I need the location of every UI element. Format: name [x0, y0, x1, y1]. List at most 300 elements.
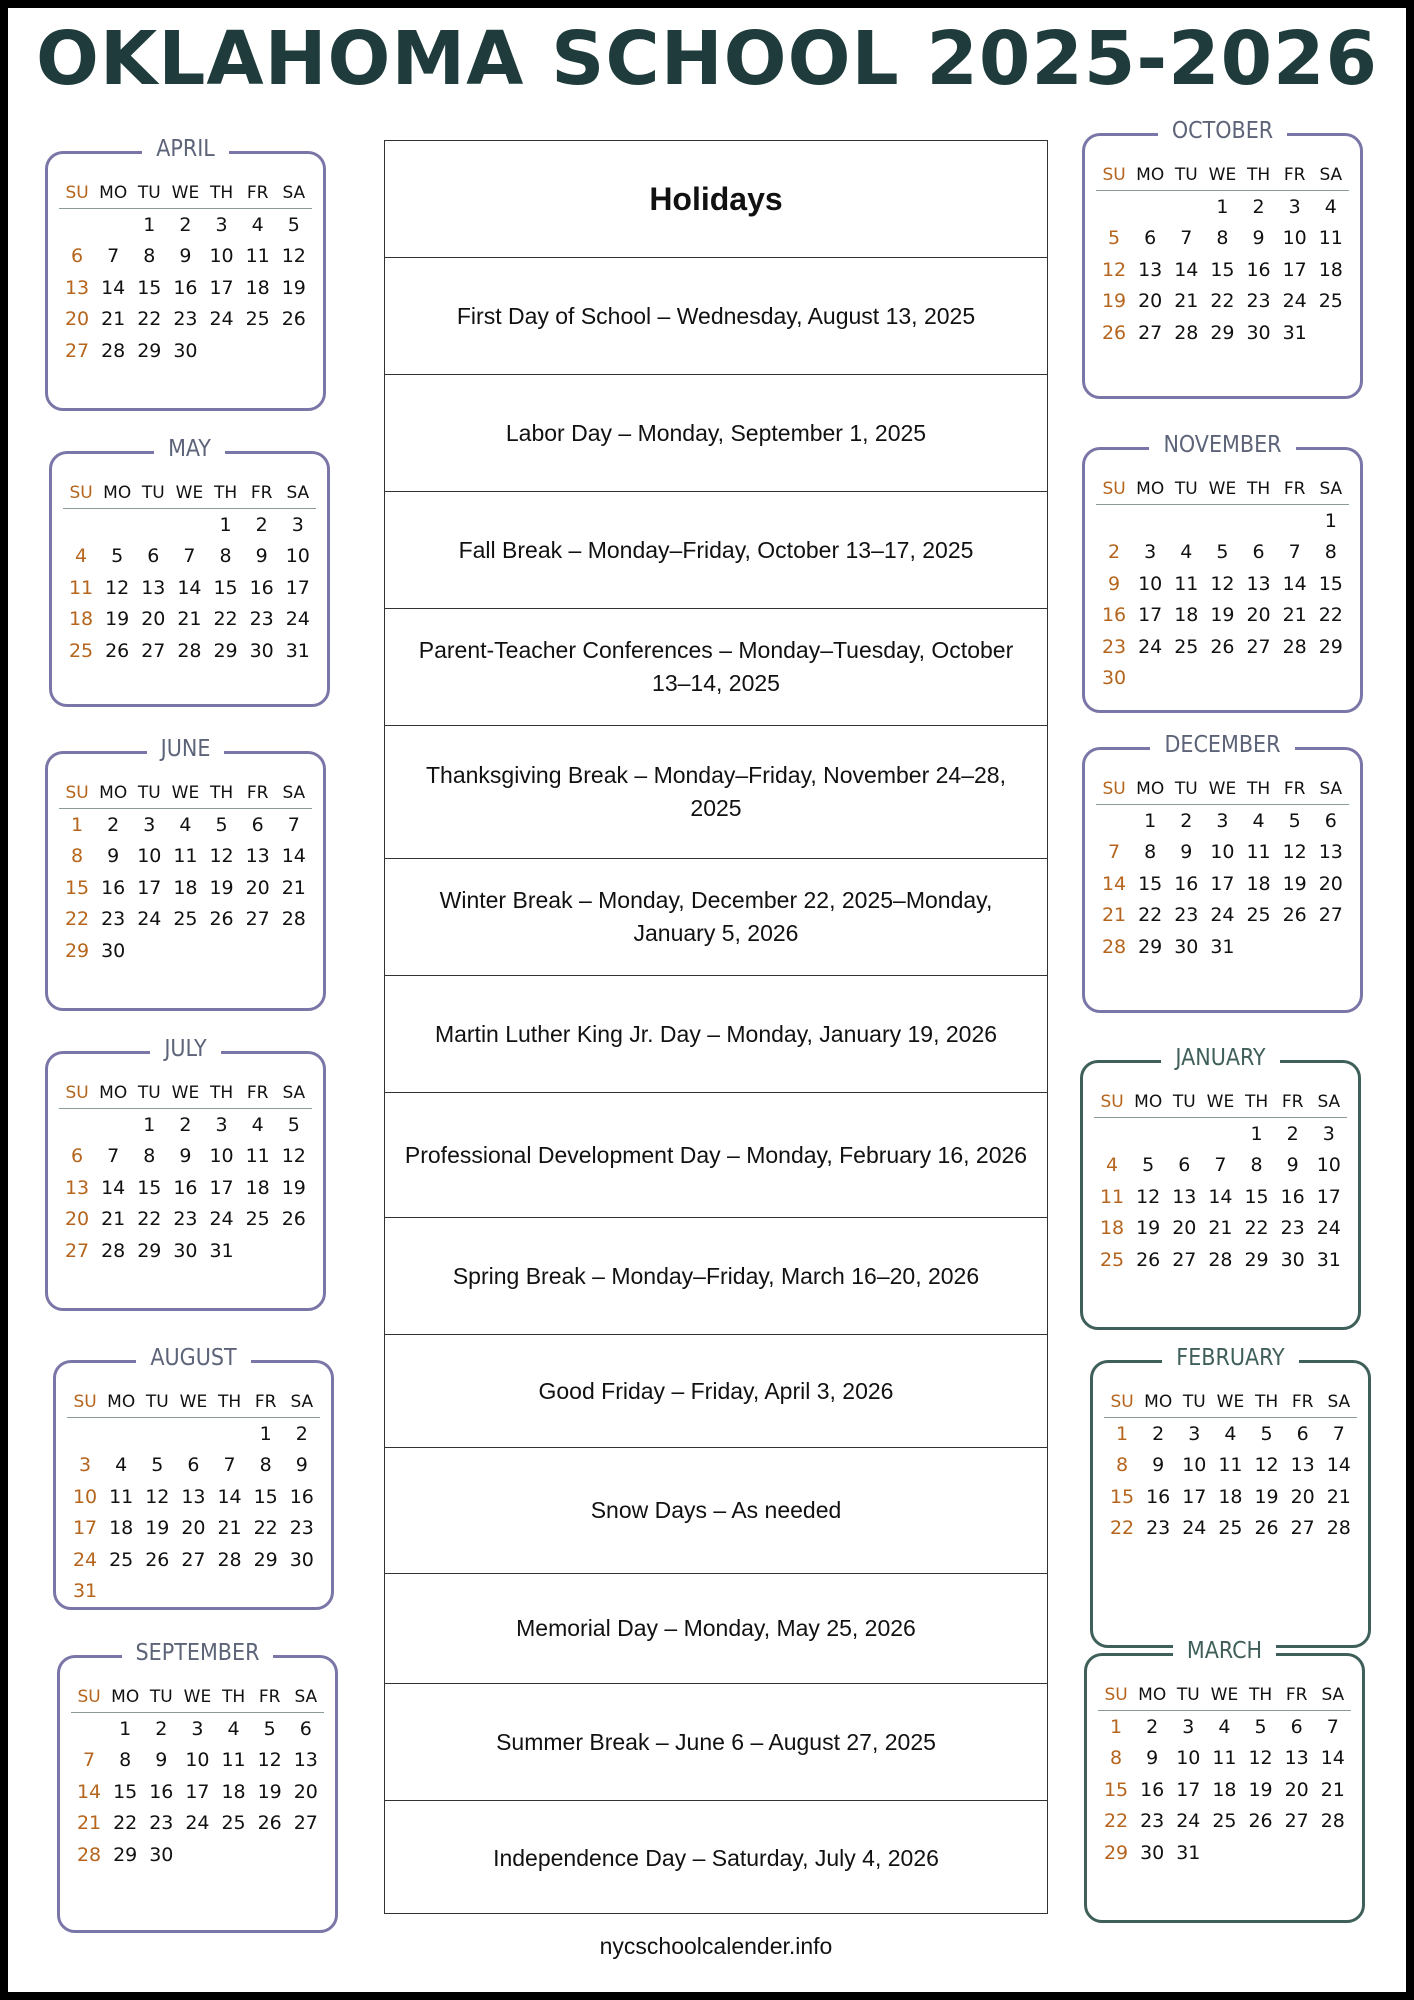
day-cell: 27	[1290, 1517, 1315, 1540]
day-cell: 1	[1250, 1122, 1263, 1145]
weekday-label: WE	[1210, 1685, 1239, 1705]
day-cell: 6	[299, 1717, 312, 1740]
weekday-label: FR	[1291, 1392, 1314, 1412]
day-cell: 26	[105, 639, 130, 662]
day-cell: 8	[1110, 1747, 1123, 1770]
weekday-label: TH	[213, 483, 238, 503]
day-cell: 8	[1144, 841, 1157, 864]
weekday-label: FR	[1281, 1092, 1304, 1112]
day-cell: 11	[1218, 1454, 1243, 1477]
day-cell: 7	[1108, 841, 1121, 864]
weekday-label: FR	[246, 783, 269, 803]
day-cell: 24	[209, 1208, 234, 1231]
day-cell: 2	[1180, 809, 1193, 832]
day-cell: 16	[173, 276, 198, 299]
holiday-row: Snow Days – As needed	[385, 1448, 1047, 1574]
weekday-label: TU	[1176, 1685, 1200, 1705]
weekday-label: SU	[73, 1392, 97, 1412]
holiday-row: Memorial Day – Monday, May 25, 2026	[385, 1574, 1047, 1684]
weekday-label: TH	[1246, 479, 1271, 499]
day-cell: 25	[1099, 1248, 1125, 1271]
day-cell: 13	[245, 845, 270, 868]
weekday-label: TU	[137, 183, 161, 203]
day-cell: 7	[1180, 227, 1193, 250]
day-cell: 8	[1216, 227, 1229, 250]
weekday-label: TU	[145, 1392, 169, 1412]
day-cell: 13	[1284, 1747, 1309, 1770]
day-cell: 26	[209, 908, 234, 931]
day-cell: 9	[1152, 1454, 1165, 1477]
day-cell: 2	[1108, 541, 1121, 564]
day-cell: 17	[209, 276, 234, 299]
day-cell: 21	[1320, 1778, 1345, 1801]
day-cell: 28	[1326, 1517, 1351, 1540]
holiday-row: Martin Luther King Jr. Day – Monday, January 19, 2026	[385, 976, 1047, 1093]
day-cell: 29	[1318, 635, 1343, 658]
day-cell: 2	[1146, 1715, 1159, 1738]
day-cell: 30	[1280, 1248, 1305, 1271]
day-cell: 6	[1178, 1154, 1191, 1177]
day-cell: 24	[1138, 635, 1163, 658]
weekday-label: SU	[1104, 1685, 1128, 1705]
day-cell: 7	[1288, 541, 1301, 564]
day-cell: 11	[245, 1145, 270, 1168]
month-calendar-september	[57, 1640, 338, 1933]
weekday-label: WE	[1208, 779, 1237, 799]
day-cell: 10	[209, 1145, 234, 1168]
day-cell: 7	[107, 1145, 120, 1168]
day-cell: 30	[1101, 667, 1127, 690]
holiday-row: Fall Break – Monday–Friday, October 13–17, 2025	[385, 492, 1047, 609]
day-cell: 25	[1212, 1810, 1237, 1833]
day-cell: 10	[185, 1749, 210, 1772]
day-cell: 21	[1326, 1485, 1351, 1508]
weekday-label: SA	[1327, 1392, 1351, 1412]
day-cell: 22	[113, 1812, 138, 1835]
day-cell: 21	[76, 1812, 102, 1835]
day-cell: 13	[1172, 1185, 1197, 1208]
day-cell: 23	[1140, 1810, 1165, 1833]
day-cell: 6	[71, 1145, 84, 1168]
day-cell: 23	[1246, 290, 1271, 313]
weekday-label: MO	[1134, 1092, 1163, 1112]
weekday-label: SA	[282, 1083, 306, 1103]
day-cell: 4	[1180, 541, 1193, 564]
day-cell: 10	[72, 1485, 98, 1508]
weekday-label: SU	[65, 183, 89, 203]
day-cell: 23	[173, 308, 198, 331]
day-cell: 17	[1138, 604, 1163, 627]
month-name: DECEMBER	[1150, 732, 1294, 758]
weekday-label: MO	[111, 1687, 140, 1707]
day-cell: 22	[1318, 604, 1343, 627]
day-cell: 5	[215, 813, 228, 836]
weekday-label: SA	[282, 183, 306, 203]
weekday-label: WE	[183, 1687, 212, 1707]
day-cell: 26	[1136, 1248, 1161, 1271]
weekday-label: SA	[1317, 1092, 1341, 1112]
day-cell: 26	[1248, 1810, 1273, 1833]
day-cell: 22	[253, 1517, 278, 1540]
weekday-label: SA	[1319, 479, 1343, 499]
day-cell: 5	[1260, 1422, 1273, 1445]
day-cell: 8	[119, 1749, 132, 1772]
day-cell: 18	[245, 276, 270, 299]
day-cell: 8	[1324, 541, 1337, 564]
day-cell: 31	[1282, 321, 1307, 344]
day-cell: 25	[245, 308, 270, 331]
day-cell: 21	[101, 1208, 126, 1231]
weekday-label: TH	[1246, 779, 1271, 799]
weekday-label: MO	[1136, 479, 1165, 499]
month-calendar-october	[1082, 118, 1363, 399]
day-cell: 7	[1332, 1422, 1345, 1445]
day-cell: 1	[119, 1717, 132, 1740]
weekday-label: SA	[294, 1687, 318, 1707]
day-cell: 25	[1246, 904, 1271, 927]
day-cell: 4	[115, 1454, 128, 1477]
day-cell: 18	[1099, 1217, 1125, 1240]
day-cell: 24	[72, 1548, 98, 1571]
weekday-label: TU	[149, 1687, 173, 1707]
day-cell: 13	[1138, 258, 1163, 281]
weekday-label: TU	[1182, 1392, 1206, 1412]
day-cell: 24	[1282, 290, 1307, 313]
weekday-label: SA	[286, 483, 310, 503]
day-cell: 27	[181, 1548, 206, 1571]
day-cell: 23	[1280, 1217, 1305, 1240]
day-cell: 5	[263, 1717, 276, 1740]
month-calendar-february	[1090, 1345, 1371, 1648]
holiday-row: Winter Break – Monday, December 22, 2025–Monday, January 5, 2026	[385, 859, 1047, 976]
day-cell: 12	[209, 845, 234, 868]
day-cell: 14	[281, 845, 306, 868]
weekday-label: SA	[290, 1392, 314, 1412]
day-cell: 9	[155, 1749, 168, 1772]
day-cell: 26	[1282, 904, 1307, 927]
weekday-label: FR	[1283, 779, 1306, 799]
day-cell: 26	[281, 308, 306, 331]
day-cell: 26	[257, 1812, 282, 1835]
day-cell: 1	[1116, 1422, 1129, 1445]
day-cell: 20	[64, 308, 90, 331]
day-cell: 12	[145, 1485, 170, 1508]
day-cell: 4	[251, 1113, 264, 1136]
day-cell: 9	[295, 1454, 308, 1477]
day-cell: 10	[1210, 841, 1235, 864]
weekday-label: FR	[1283, 479, 1306, 499]
day-cell: 16	[149, 1780, 174, 1803]
day-cell: 6	[1290, 1715, 1303, 1738]
day-cell: 3	[143, 813, 156, 836]
day-cell: 9	[1146, 1747, 1159, 1770]
weekday-label: MO	[1144, 1392, 1173, 1412]
day-cell: 26	[1254, 1517, 1279, 1540]
day-cell: 25	[1218, 1517, 1243, 1540]
day-cell: 20	[245, 876, 270, 899]
weekday-label: TH	[1244, 1092, 1269, 1112]
holiday-row: Thanksgiving Break – Monday–Friday, November 24–28, 2025	[385, 726, 1047, 859]
day-cell: 27	[64, 339, 90, 362]
month-name: JUNE	[147, 736, 225, 762]
day-cell: 19	[257, 1780, 282, 1803]
day-cell: 11	[1174, 572, 1199, 595]
day-cell: 17	[1176, 1778, 1201, 1801]
day-cell: 11	[1318, 227, 1343, 250]
day-cell: 24	[1182, 1517, 1207, 1540]
day-cell: 4	[1218, 1715, 1231, 1738]
day-cell: 15	[1138, 872, 1163, 895]
day-cell: 14	[1208, 1185, 1233, 1208]
day-cell: 10	[209, 245, 234, 268]
day-cell: 16	[1280, 1185, 1305, 1208]
day-cell: 15	[113, 1780, 138, 1803]
day-cell: 6	[147, 545, 160, 568]
day-cell: 17	[185, 1780, 210, 1803]
day-cell: 30	[173, 339, 198, 362]
month-calendar-july	[45, 1036, 326, 1311]
holidays-table	[384, 140, 1048, 1914]
day-cell: 3	[215, 213, 228, 236]
holiday-row: Professional Development Day – Monday, February 16, 2026	[385, 1093, 1047, 1218]
day-cell: 26	[1101, 321, 1127, 344]
weekday-label: TU	[1174, 165, 1198, 185]
day-cell: 3	[1144, 541, 1157, 564]
day-cell: 12	[1282, 841, 1307, 864]
weekday-label: SU	[65, 783, 89, 803]
weekday-label: MO	[107, 1392, 136, 1412]
day-cell: 16	[1246, 258, 1271, 281]
day-cell: 17	[1210, 872, 1235, 895]
day-cell: 1	[1110, 1715, 1123, 1738]
day-cell: 15	[137, 276, 162, 299]
day-cell: 6	[71, 245, 84, 268]
day-cell: 22	[137, 308, 162, 331]
day-cell: 14	[1101, 872, 1127, 895]
day-cell: 2	[295, 1422, 308, 1445]
month-calendar-december	[1082, 732, 1363, 1013]
day-cell: 15	[1103, 1778, 1129, 1801]
day-cell: 23	[1101, 635, 1127, 658]
day-cell: 9	[179, 1145, 192, 1168]
day-cell: 14	[76, 1780, 102, 1803]
day-cell: 10	[1316, 1154, 1341, 1177]
day-cell: 31	[285, 639, 310, 662]
weekday-label: TH	[221, 1687, 246, 1707]
weekday-label: MO	[1138, 1685, 1167, 1705]
day-cell: 17	[1282, 258, 1307, 281]
day-cell: 1	[1144, 809, 1157, 832]
day-cell: 21	[1101, 904, 1127, 927]
page-title: OKLAHOMA SCHOOL 2025-2026	[35, 16, 1379, 102]
day-cell: 18	[221, 1780, 246, 1803]
day-cell: 2	[1152, 1422, 1165, 1445]
day-cell: 5	[111, 545, 124, 568]
day-cell: 13	[64, 1176, 90, 1199]
month-calendar-november	[1082, 432, 1363, 713]
day-cell: 17	[1316, 1185, 1341, 1208]
day-cell: 19	[1282, 872, 1307, 895]
day-cell: 12	[1210, 572, 1235, 595]
day-cell: 21	[217, 1517, 242, 1540]
weekday-label: TU	[1172, 1092, 1196, 1112]
day-cell: 15	[137, 1176, 162, 1199]
month-calendar-april	[45, 136, 326, 411]
day-cell: 28	[1101, 935, 1127, 958]
day-cell: 28	[1174, 321, 1199, 344]
day-cell: 3	[1182, 1715, 1195, 1738]
holiday-row: First Day of School – Wednesday, August 13, 2025	[385, 258, 1047, 375]
weekday-label: FR	[258, 1687, 281, 1707]
day-cell: 27	[1284, 1810, 1309, 1833]
day-cell: 16	[1174, 872, 1199, 895]
day-cell: 28	[177, 639, 202, 662]
weekday-label: SU	[69, 483, 93, 503]
day-cell: 19	[1248, 1778, 1273, 1801]
day-cell: 1	[71, 813, 84, 836]
day-cell: 7	[107, 245, 120, 268]
day-cell: 29	[1138, 935, 1163, 958]
day-cell: 9	[1252, 227, 1265, 250]
day-cell: 14	[1174, 258, 1199, 281]
day-cell: 5	[1216, 541, 1229, 564]
holiday-row: Parent-Teacher Conferences – Monday–Tuesday, October 13–14, 2025	[385, 609, 1047, 726]
day-cell: 28	[101, 339, 126, 362]
day-cell: 28	[76, 1843, 102, 1866]
day-cell: 6	[251, 813, 264, 836]
day-cell: 11	[1099, 1185, 1125, 1208]
day-cell: 16	[1146, 1485, 1171, 1508]
day-cell: 11	[109, 1485, 134, 1508]
day-cell: 8	[259, 1454, 272, 1477]
day-cell: 16	[1140, 1778, 1165, 1801]
weekday-label: SU	[1102, 165, 1126, 185]
day-cell: 13	[181, 1485, 206, 1508]
weekday-label: FR	[1283, 165, 1306, 185]
weekday-label: TH	[1246, 165, 1271, 185]
day-cell: 2	[1252, 195, 1265, 218]
month-name: FEBRUARY	[1162, 1345, 1298, 1371]
day-cell: 26	[145, 1548, 170, 1571]
weekday-label: MO	[1136, 165, 1165, 185]
day-cell: 17	[209, 1176, 234, 1199]
day-cell: 5	[151, 1454, 164, 1477]
day-cell: 13	[1246, 572, 1271, 595]
weekday-label: SU	[65, 1083, 89, 1103]
day-cell: 29	[113, 1843, 138, 1866]
day-cell: 1	[219, 513, 232, 536]
day-cell: 8	[143, 1145, 156, 1168]
day-cell: 28	[281, 908, 306, 931]
day-cell: 3	[1288, 195, 1301, 218]
month-name: MAY	[154, 436, 225, 462]
day-cell: 9	[1286, 1154, 1299, 1177]
day-cell: 28	[217, 1548, 242, 1571]
month-calendar-march	[1084, 1638, 1365, 1923]
day-cell: 20	[1318, 872, 1343, 895]
day-cell: 7	[1326, 1715, 1339, 1738]
day-cell: 11	[245, 245, 270, 268]
day-cell: 28	[1320, 1810, 1345, 1833]
day-cell: 4	[75, 545, 88, 568]
day-cell: 31	[72, 1580, 98, 1603]
day-cell: 15	[1210, 258, 1235, 281]
day-cell: 13	[1318, 841, 1343, 864]
day-cell: 29	[253, 1548, 278, 1571]
day-cell: 8	[1116, 1454, 1129, 1477]
day-cell: 19	[1101, 290, 1127, 313]
day-cell: 7	[83, 1749, 96, 1772]
weekday-label: TH	[1254, 1392, 1279, 1412]
day-cell: 17	[285, 576, 310, 599]
month-calendar-january	[1080, 1045, 1361, 1330]
day-cell: 15	[253, 1485, 278, 1508]
day-cell: 15	[1109, 1485, 1135, 1508]
day-cell: 30	[1174, 935, 1199, 958]
day-cell: 19	[281, 276, 306, 299]
day-cell: 27	[1172, 1248, 1197, 1271]
day-cell: 12	[281, 245, 306, 268]
day-cell: 21	[281, 876, 306, 899]
day-cell: 25	[245, 1208, 270, 1231]
day-cell: 24	[1316, 1217, 1341, 1240]
day-cell: 5	[287, 213, 300, 236]
day-cell: 12	[1248, 1747, 1273, 1770]
day-cell: 23	[1146, 1517, 1171, 1540]
day-cell: 10	[285, 545, 310, 568]
weekday-label: TH	[209, 1083, 234, 1103]
day-cell: 5	[1254, 1715, 1267, 1738]
weekday-label: SA	[1319, 165, 1343, 185]
day-cell: 23	[249, 608, 274, 631]
day-cell: 31	[1210, 935, 1235, 958]
weekday-label: TU	[137, 783, 161, 803]
weekday-label: TU	[137, 1083, 161, 1103]
day-cell: 22	[1210, 290, 1235, 313]
day-cell: 4	[1224, 1422, 1237, 1445]
day-cell: 18	[173, 876, 198, 899]
day-cell: 18	[1212, 1778, 1237, 1801]
day-cell: 14	[1326, 1454, 1351, 1477]
weekday-label: WE	[1208, 165, 1237, 185]
day-cell: 27	[1138, 321, 1163, 344]
day-cell: 16	[101, 876, 126, 899]
day-cell: 27	[141, 639, 166, 662]
day-cell: 20	[1138, 290, 1163, 313]
month-name: OCTOBER	[1158, 118, 1287, 144]
day-cell: 9	[255, 545, 268, 568]
day-cell: 14	[1320, 1747, 1345, 1770]
day-cell: 25	[173, 908, 198, 931]
day-cell: 15	[213, 576, 238, 599]
day-cell: 13	[64, 276, 90, 299]
day-cell: 8	[1250, 1154, 1263, 1177]
day-cell: 19	[1210, 604, 1235, 627]
day-cell: 2	[179, 1113, 192, 1136]
day-cell: 1	[143, 1113, 156, 1136]
day-cell: 19	[209, 876, 234, 899]
month-name: SEPTEMBER	[122, 1640, 274, 1666]
weekday-label: WE	[175, 483, 204, 503]
weekday-label: FR	[250, 483, 273, 503]
day-cell: 2	[107, 813, 120, 836]
day-cell: 26	[281, 1208, 306, 1231]
day-cell: 23	[289, 1517, 314, 1540]
weekday-label: WE	[1206, 1092, 1235, 1112]
day-cell: 20	[1172, 1217, 1197, 1240]
day-cell: 20	[141, 608, 166, 631]
day-cell: 19	[1136, 1217, 1161, 1240]
